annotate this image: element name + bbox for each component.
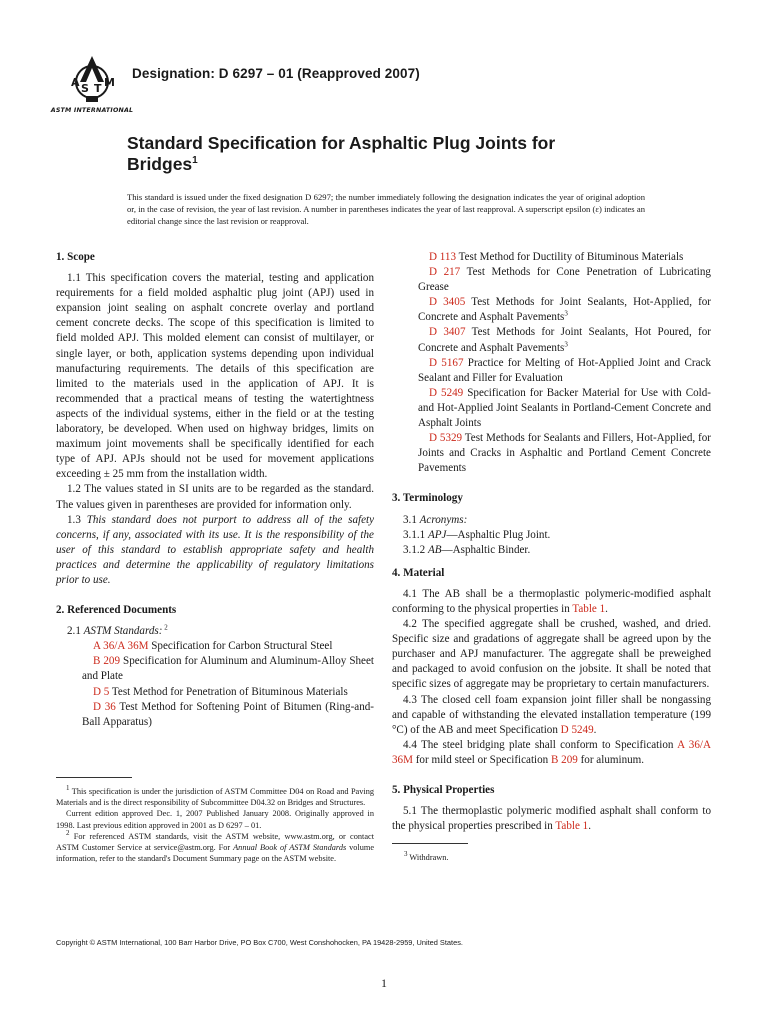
reference-code-link[interactable]: D 3405 xyxy=(429,296,466,309)
reference-code-link[interactable]: D 36 xyxy=(93,700,116,713)
reference-title: Test Methods for Cone Penetration of Lubricating Grease xyxy=(418,266,711,294)
footnote-2-text-a: For referenced ASTM standards, visit the ASTM website, www.astm.org, or contact ASTM Customer Service at service@astm.org. For xyxy=(56,831,374,853)
right-column xyxy=(392,250,711,834)
svg-text:A: A xyxy=(71,76,80,89)
material-4-1-text: 4.1 The AB shall be a thermoplastic polymeric-modified asphalt conforming to the physical properties in xyxy=(392,587,711,615)
svg-text:T: T xyxy=(94,82,102,95)
material-4-4-c: for aluminum. xyxy=(577,753,645,766)
section-terminology-heading: 3. Terminology xyxy=(392,492,463,505)
reference-title: Practice for Melting of Hot-Applied Joint and Crack Sealant and Filler for Evaluation xyxy=(418,356,711,384)
astm-logo xyxy=(50,52,134,116)
section-scope-heading: 1. Scope xyxy=(56,251,95,263)
referenced-item xyxy=(56,700,374,730)
d5249-link[interactable]: D 5249 xyxy=(560,723,594,736)
referenced-item xyxy=(392,295,711,325)
footnote-3-text: Withdrawn. xyxy=(407,853,449,862)
material-4-3-end: . xyxy=(593,723,597,736)
reference-code-link[interactable]: D 5167 xyxy=(429,356,464,369)
reference-code-link[interactable]: D 3407 xyxy=(429,326,466,339)
material-4-1 xyxy=(392,587,711,617)
reference-code-link[interactable]: D 217 xyxy=(429,266,461,279)
material-4-1-end: . xyxy=(605,602,608,615)
reference-title: Test Methods for Joint Sealants, Hot Poured, for Concrete and Asphalt Pavements xyxy=(418,326,711,354)
referenced-list-right xyxy=(392,250,711,476)
referenced-item xyxy=(392,356,711,386)
reference-footnote-ref: 3 xyxy=(564,339,568,348)
reference-footnote-ref: 3 xyxy=(564,309,568,318)
physical-5-1-text: 5.1 The thermoplastic polymeric modified asphalt shall conform to the physical properties prescribed in xyxy=(392,805,711,833)
physical-5-1-end: . xyxy=(588,820,591,833)
footnotes-left xyxy=(56,786,374,864)
terminology-3-1-num: 3.1 xyxy=(403,513,420,526)
terminology-ab-term: AB xyxy=(427,543,442,556)
terminology-3-1-1-num: 3.1.1 xyxy=(403,528,428,541)
footnote-1 xyxy=(56,786,374,808)
reference-title: Test Method for Softening Point of Bitumen (Ring-and-Ball Apparatus) xyxy=(82,700,374,728)
terminology-3-1-2-num: 3.1.2 xyxy=(403,543,428,556)
terminology-3-1 xyxy=(392,513,711,528)
scope-para-1-3-num: 1.3 xyxy=(67,513,87,526)
reference-code-link[interactable]: D 5249 xyxy=(429,386,464,399)
footnote-1-text: This specification is under the jurisdiction of ASTM Committee D04 on Road and Paving Materials and is the direct responsibility of Subcommittee D04.32 on Bridges and Structures. xyxy=(56,787,374,808)
referenced-item xyxy=(392,431,711,476)
table-1-link-2[interactable]: Table 1 xyxy=(555,820,589,833)
astm-standards-label xyxy=(56,624,374,639)
footnote-1-mark: 1 xyxy=(66,784,70,793)
reference-code-link[interactable]: B 209 xyxy=(93,655,121,668)
referenced-item xyxy=(392,250,711,265)
footnote-2-mark: 2 xyxy=(66,829,70,838)
table-1-link[interactable]: Table 1 xyxy=(572,602,606,615)
footnote-3 xyxy=(404,852,449,863)
b209-link[interactable]: B 209 xyxy=(551,753,578,766)
material-4-4 xyxy=(392,738,711,768)
page-number: 1 xyxy=(381,976,387,990)
footnote-1-edition: Current edition approved Dec. 1, 2007 Published January 2008. Originally approved in 1998. Last previous edition approved in 2001 as D 6297 – 01. xyxy=(56,809,374,830)
reference-title: Test Methods for Sealants and Fillers, Hot-Applied, for Joints and Cracks in Asphaltic and Portland Cement Concrete Pavements xyxy=(418,432,711,475)
referenced-item xyxy=(392,386,711,431)
referenced-item xyxy=(56,685,374,700)
reference-title: Specification for Aluminum and Aluminum-Alloy Sheet and Plate xyxy=(82,655,374,683)
astm-standards-num: 2.1 xyxy=(67,625,84,638)
terminology-apj-def: —Asphaltic Plug Joint. xyxy=(446,528,551,541)
footnote-divider-right xyxy=(392,843,468,844)
referenced-item xyxy=(56,639,374,654)
reference-code-link[interactable]: A 36/A 36M xyxy=(93,640,149,653)
physical-5-1 xyxy=(392,804,711,834)
reference-code-link[interactable]: D 113 xyxy=(429,251,457,263)
astm-standards-footnote-ref: 2 xyxy=(162,623,168,632)
title-footnote-ref: 1 xyxy=(192,155,198,167)
referenced-item xyxy=(56,654,374,684)
standard-notice: This standard is issued under the fixed designation D 6297; the number immediately following the designation indicates the year of original adoption or, in the case of revision, the year of last revision. A number in parentheses indicates the year of last reapproval. A superscript epsilon (ε) indicates an editorial change since the last revision or reapproval. xyxy=(127,192,645,226)
reference-title: Test Method for Penetration of Bituminous Materials xyxy=(109,685,348,698)
reference-code-link[interactable]: D 5 xyxy=(93,685,110,698)
terminology-apj-term: APJ xyxy=(427,528,447,541)
reference-title: Test Method for Ductility of Bituminous Materials xyxy=(456,251,684,263)
terminology-3-1-2 xyxy=(392,543,711,558)
footnote-2-italic: Annual Book of ASTM Standards xyxy=(233,843,347,853)
terminology-ab-def: —Asphaltic Binder. xyxy=(441,543,531,556)
document-title xyxy=(127,133,647,175)
section-referenced-heading: 2. Referenced Documents xyxy=(56,604,177,617)
svg-text:M: M xyxy=(104,76,115,89)
designation: Designation: D 6297 – 01 (Reapproved 2007) xyxy=(132,66,420,81)
section-physical-heading: 5. Physical Properties xyxy=(392,784,495,796)
reference-title: Test Methods for Joint Sealants, Hot-Applied, for Concrete and Asphalt Pavements xyxy=(418,296,712,324)
material-4-3 xyxy=(392,693,711,738)
material-4-3-text: 4.3 The closed cell foam expansion joint filler shall be nongassing and capable of withstanding the elevated installation temperature (199 °C) of the AB and meet Specification xyxy=(392,693,711,736)
material-4-4-b: for mild steel or Specification xyxy=(412,753,551,766)
material-4-4-a: 4.4 The steel bridging plate shall conform to Specification xyxy=(403,738,678,751)
scope-para-1-1: 1.1 This specification covers the material, testing and application requirements for a field molded asphaltic plug joint (APJ) used in expansion joint sealing on asphalt concrete overlay and portland cement concrete decks. The scope of this specification is limited to field molded APJ. This molded element can consist of multilayer, or single layer, or both, application systems depending upon individual manufacturing requirements. The details of this specification are limited to the materials used in the application of APJ. It is recommended that a practical means of testing the watertightness aspects of the individual systems, either in the field or at the testing laboratory, be developed. When used on highway bridges, limits on maximum joint movements shall be specifically identified for each type of APJ. APJs should not be used for movement applications exceeding ± 25 mm from the installation width. xyxy=(56,272,374,481)
reference-title: Specification for Backer Material for Use with Cold- and Hot-Applied Joint Sealants in Portland-Cement Concrete and Asphalt Joints xyxy=(418,386,711,430)
logo-wordmark: ASTM INTERNATIONAL xyxy=(50,107,134,114)
footnote-3-mark: 3 xyxy=(404,850,408,859)
referenced-list-left xyxy=(56,639,374,730)
reference-title: Specification for Carbon Structural Steel xyxy=(148,640,333,653)
astm-standards-text: ASTM Standards: xyxy=(83,625,163,638)
a36-link[interactable]: A 36/A 36M xyxy=(392,738,711,766)
scope-para-1-2: 1.2 The values stated in SI units are to be regarded as the standard. The values given in parentheses are provided for information only. xyxy=(56,483,374,511)
footnote-2 xyxy=(56,831,374,865)
terminology-3-1-1 xyxy=(392,528,711,543)
copyright-line: Copyright © ASTM International, 100 Barr Harbor Drive, PO Box C700, West Conshohocken, PA 19428-2959, United States. xyxy=(56,938,463,947)
title-line1: Standard Specification for Asphaltic Plug Joints for xyxy=(127,133,556,153)
referenced-item xyxy=(392,265,711,295)
scope-para-1-3 xyxy=(56,513,374,588)
referenced-item xyxy=(392,325,711,355)
scope-para-1-3-text: This standard does not purport to address all of the safety concerns, if any, associated with its use. It is the responsibility of the user of this standard to establish appropriate safety and health practices and determine the applicability of regulatory limitations prior to use. xyxy=(56,513,375,586)
terminology-3-1-text: Acronyms: xyxy=(419,513,468,526)
left-column xyxy=(56,250,374,730)
footnote-2-text-b: volume information, refer to the standard's Document Summary page on the ASTM website. xyxy=(56,843,375,864)
svg-text:S: S xyxy=(81,82,89,95)
section-material-heading: 4. Material xyxy=(392,566,445,579)
title-line2: Bridges xyxy=(127,154,193,174)
material-4-2: 4.2 The specified aggregate shall be crushed, washed, and dried. Specific size and gradations of aggregate shall be agreed upon by the purchaser and APJ manufacturer. The aggregate shall be preweighed and packaged to avoid confusion on the jobsite. It shall be noted that specific sizes of aggregate may be proprietary to certain manufacturers. xyxy=(392,618,711,691)
footnote-divider-left xyxy=(56,777,132,778)
reference-code-link[interactable]: D 5329 xyxy=(429,432,463,445)
